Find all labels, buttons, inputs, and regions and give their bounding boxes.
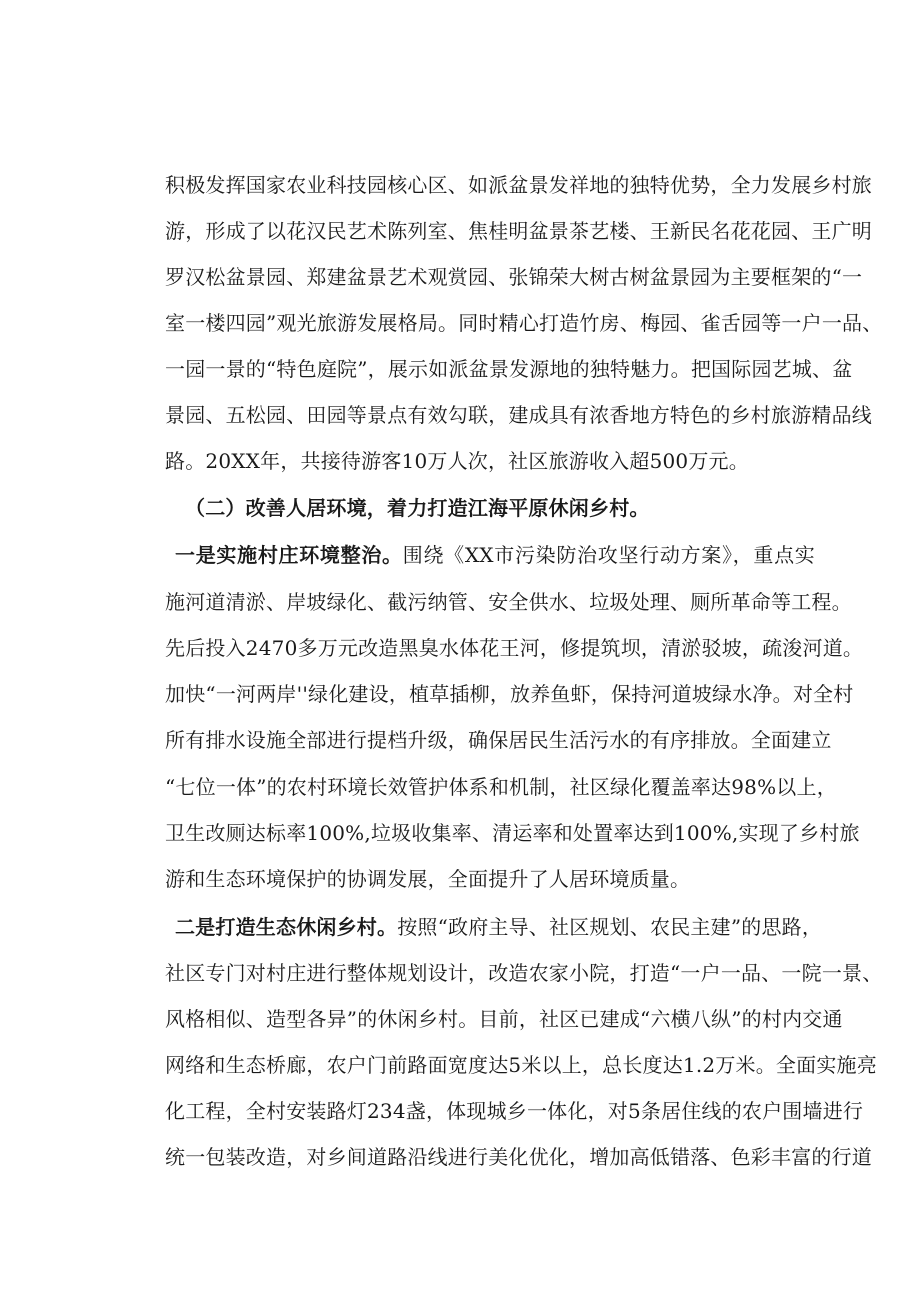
- paragraph-2-line-2: 施河道清淤、岸坡绿化、截污纳管、安全供水、垃圾处理、厕所革命等工程。: [165, 590, 852, 614]
- paragraph-2-line-7: 卫生改厕达标率100%,垃圾收集率、清运率和处置率达到100%,实现了乡村旅: [165, 821, 860, 845]
- paragraph-2-lead: 一是实施村庄环境整治。: [175, 543, 403, 567]
- paragraph-1-line-4: 室一楼四园”观光旅游发展格局。同时精心打造竹房、梅园、雀舌园等一户一品、: [165, 311, 883, 335]
- paragraph-3-line-4: 网络和生态桥廊，农户门前路面宽度达5米以上，总长度达1.2万米。全面实施亮: [165, 1053, 877, 1077]
- paragraph-2-line-3: 先后投入2470多万元改造黑臭水体花王河，修提筑坝，清淤驳坡，疏浚河道。: [165, 636, 864, 660]
- paragraph-1-line-5: 一园一景的“特色庭院”，展示如派盆景发源地的独特魅力。把国际园艺城、盆: [165, 357, 853, 381]
- paragraph-2-line-6: “七位一体”的农村环境长效管护体系和机制，社区绿化覆盖率达98%以上，: [165, 775, 837, 799]
- paragraph-3-line-5: 化工程，全村安装路灯234盏，体现城乡一体化，对5条居住线的农户围墙进行: [165, 1099, 864, 1123]
- paragraph-2-line-4: 加快“一河两岸''绿化建设，植草插柳，放养鱼虾，保持河道坡绿水净。对全村: [165, 682, 854, 706]
- paragraph-3-lead: 二是打造生态休闲乡村。: [175, 915, 398, 939]
- paragraph-1-line-7: 路。20XX年，共接待游客10万人次，社区旅游收入超500万元。: [165, 449, 749, 473]
- paragraph-3-line-1-text: 按照“政府主导、社区规划、农民主建”的思路，: [397, 915, 823, 939]
- paragraph-3-line-3: 风格相似、造型各异”的休闲乡村。目前，社区已建成“六横八纵”的村内交通: [165, 1007, 843, 1031]
- paragraph-3-line-2: 社区专门对村庄进行整体规划设计，改造农家小院，打造“一户一品、一院一景、: [165, 961, 883, 985]
- paragraph-2-line-5: 所有排水设施全部进行提档升级，确保居民生活污水的有序排放。全面建立: [165, 728, 832, 752]
- section-heading: （二）改善人居环境，着力打造江海平原休闲乡村。: [185, 496, 650, 520]
- paragraph-2-line-8: 游和生态环境保护的协调发展，全面提升了人居环境质量。: [165, 867, 691, 891]
- paragraph-1-line-6: 景园、五松园、田园等景点有效勾联，建成具有浓香地方特色的乡村旅游精品线: [165, 403, 872, 427]
- paragraph-3-line-6: 统一包装改造，对乡间道路沿线进行美化优化，增加高低错落、色彩丰富的行道: [165, 1145, 872, 1169]
- paragraph-2-line-1-text: 围绕《XX市污染防治攻坚行动方案》，重点实: [402, 543, 815, 567]
- paragraph-2-line-1: [175, 543, 815, 567]
- paragraph-3-line-1: [175, 915, 823, 939]
- paragraph-1-line-2: 游，形成了以花汉民艺术陈列室、焦桂明盆景茶艺楼、王新民名花花园、王广明: [165, 219, 872, 243]
- paragraph-1-line-1: 积极发挥国家农业科技园核心区、如派盆景发祥地的独特优势，全力发展乡村旅: [165, 173, 872, 197]
- paragraph-1-line-3: 罗汉松盆景园、郑建盆景艺术观赏园、张锦荣大树古树盆景园为主要框架的“一: [165, 265, 863, 289]
